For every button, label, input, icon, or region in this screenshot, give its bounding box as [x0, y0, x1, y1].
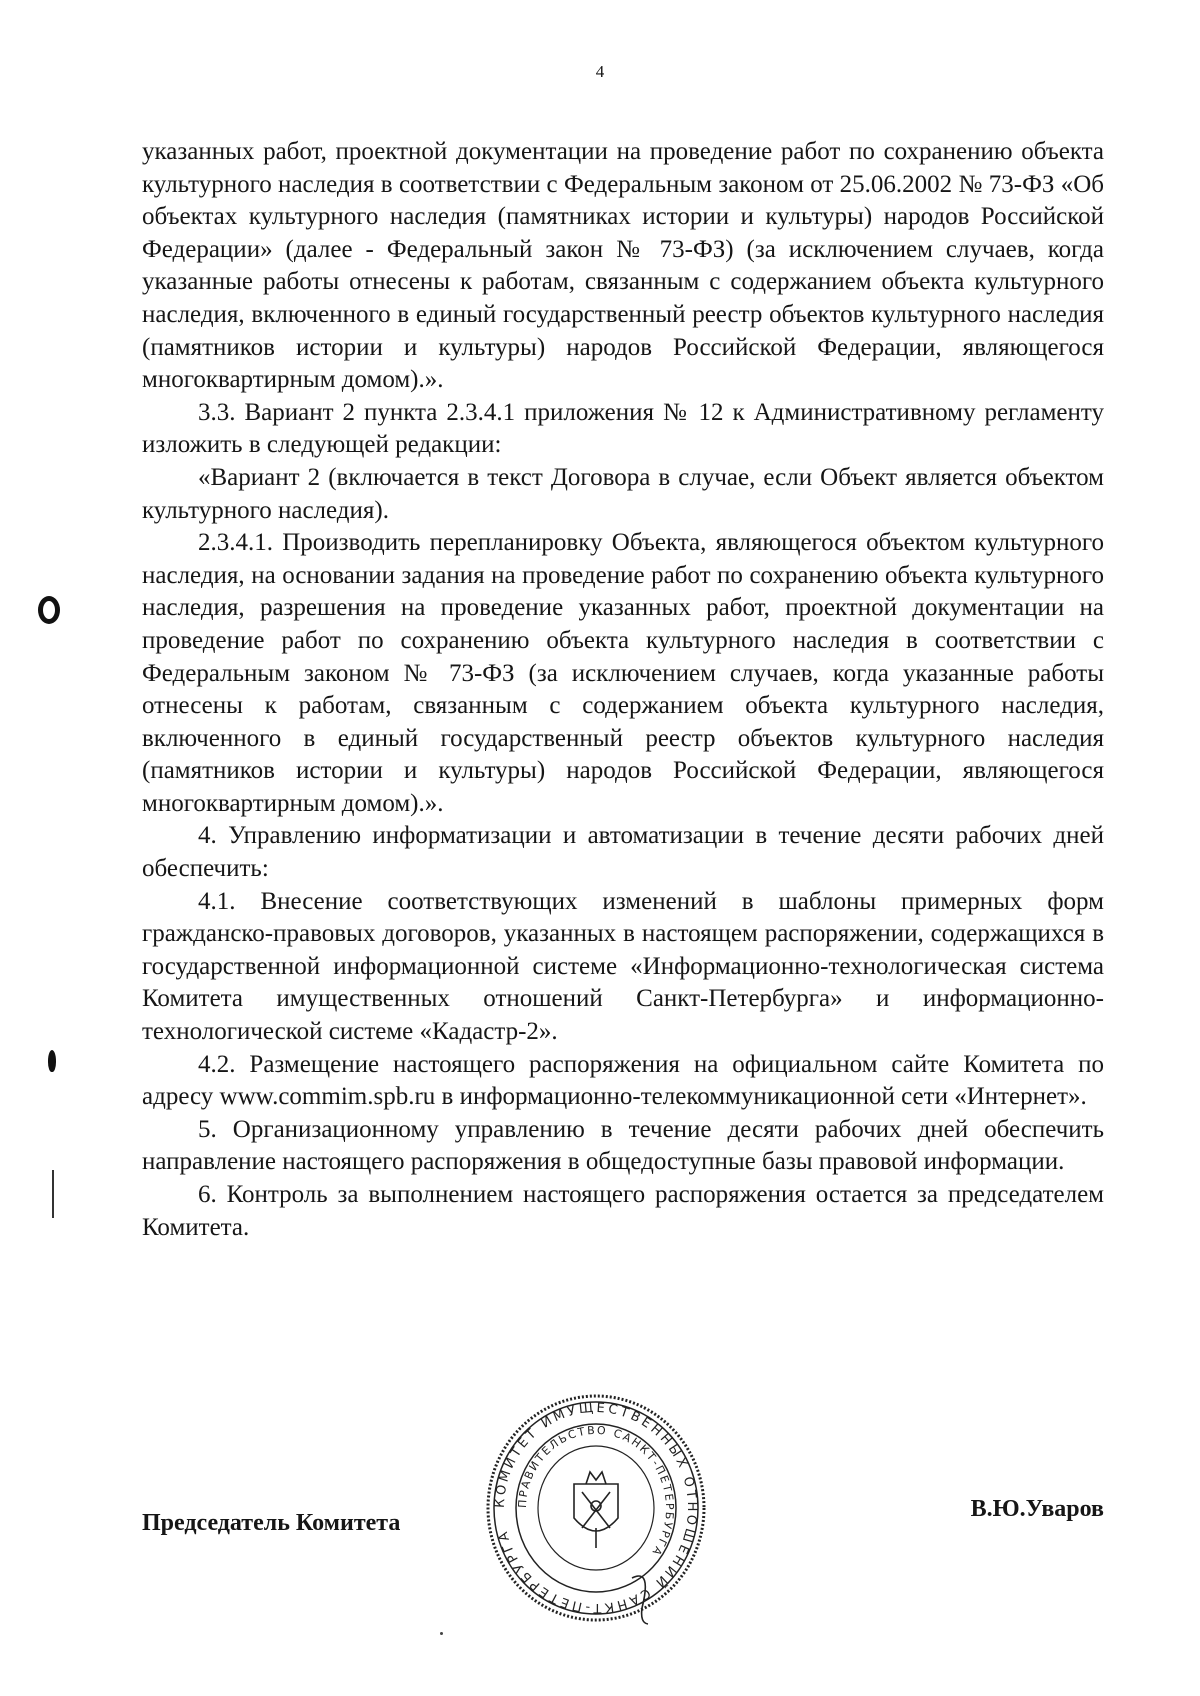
signatory-position: Председатель Комитета: [142, 1510, 401, 1536]
paragraph-6: 6. Контроль за выполнением настоящего распоряжения остается за председателем Комитета.: [142, 1181, 1104, 1241]
paragraph-variant-2: «Вариант 2 (включается в текст Договора в случае, если Объект является объектом культурного наследия).: [142, 463, 1104, 524]
paragraph-2-3-4-1: 2.3.4.1. Производить перепланировку Объекта, являющегося объектом культурного наследия, на основании задания на проведение работ по сохранению объекта культурного наследия, разрешения на проведение указанных работ, проектной документации на проведение работ по сохранению объекта культурного наследия в соответствии с Федеральным законом № 73-ФЗ (за исключением случаев, когда указанные работы отнесены к работам, связанным с содержанием объекта культурного наследия, включенного в единый государственный реестр объектов культурного наследия (памятников истории и культуры) народов Российской Федерации, являющегося многоквартирным домом).».: [142, 529, 1104, 817]
paragraph-4-2: 4.2. Размещение настоящего распоряжения на официальном сайте Комитета по адресу www.commim.spb.ru в информационно-телекоммуникационной сети «Интернет».: [142, 1050, 1104, 1111]
official-seal: [482, 1388, 710, 1628]
signatory-name: В.Ю.Уваров: [970, 1496, 1104, 1522]
paragraph-5: 5. Организационному управлению в течение десяти рабочих дней обеспечить направление настоящего распоряжения в общедоступные базы правовой информации.: [142, 1115, 1104, 1176]
scan-margin-mark: [52, 1170, 54, 1218]
scan-speck: [440, 1632, 443, 1635]
paragraph-continuation: указанных работ, проектной документации на проведение работ по сохранению объекта культурного наследия в соответствии с Федеральным законом от 25.06.2002 № 73-ФЗ «Об объектах культурного наследия (памятниках истории и культуры) народов Российской Федерации» (далее - Федеральный закон № 73-ФЗ) (за исключением случаев, когда указанные работы отнесены к работам, связанным с содержанием объекта культурного наследия, включенного в единый государственный реестр объектов культурного наследия (памятников истории и культуры) народов Российской Федерации, являющегося многоквартирным домом).».: [142, 138, 1104, 394]
document-body: [142, 136, 1104, 1244]
scan-margin-mark: [38, 596, 60, 624]
paragraph-3-3: 3.3. Вариант 2 пункта 2.3.4.1 приложения № 12 к Административному регламенту изложить в следующей редакции:: [142, 398, 1104, 459]
seal-outer-text: КОМИТЕТ ИМУЩЕСТВЕННЫХ ОТНОШЕНИЙ САНКТ-ПЕТЕРБУРГА: [492, 1400, 700, 1616]
coat-of-arms-icon: [574, 1472, 618, 1548]
seal-inner-text: ПРАВИТЕЛЬСТВО САНКТ-ПЕТЕРБУРГА: [515, 1423, 677, 1560]
paragraph-4: 4. Управлению информатизации и автоматизации в течение десяти рабочих дней обеспечить:: [142, 822, 1104, 883]
page-number: 4: [595, 62, 605, 81]
paragraph-4-1: 4.1. Внесение соответствующих изменений в шаблоны примерных форм гражданско-правовых договоров, указанных в настоящем распоряжении, содержащихся в государственной информационной системе «Информационно-технологическая система Комитета имущественных отношений Санкт-Петербурга» и информационно-технологической системе «Кадастр-2».: [142, 887, 1104, 1046]
scan-margin-mark: [48, 1050, 56, 1072]
